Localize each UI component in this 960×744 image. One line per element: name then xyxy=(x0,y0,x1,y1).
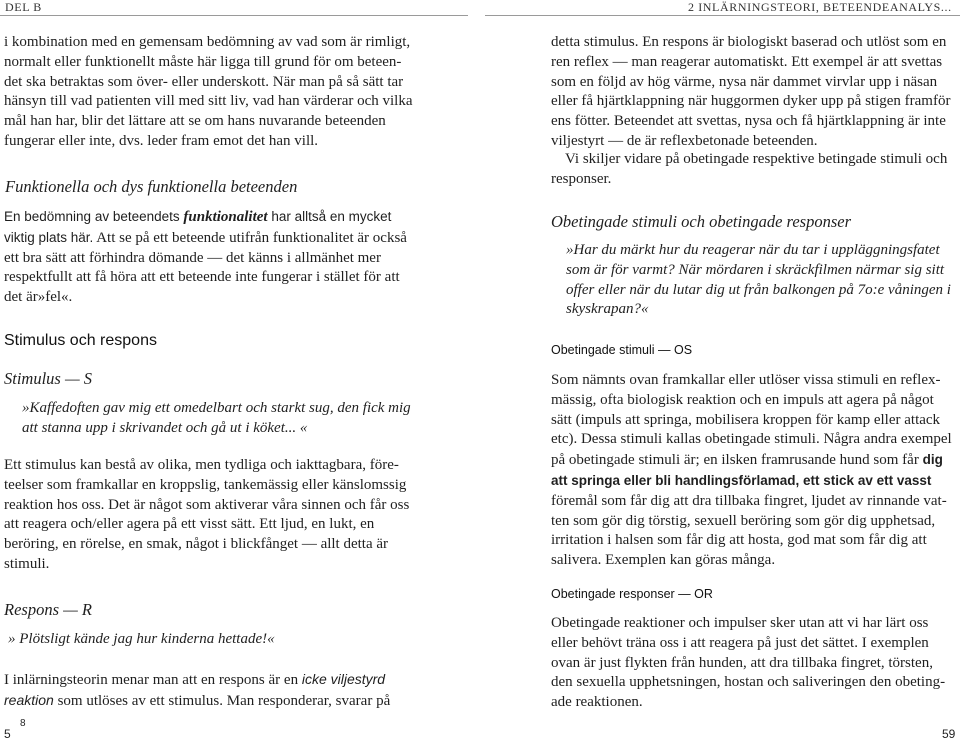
functional-text-c: har alltså en mycket viktig plats här. xyxy=(4,209,392,245)
header-rule-right xyxy=(485,15,960,16)
or-heading: Obetingade responser — OR xyxy=(551,587,713,601)
response-paragraph xyxy=(4,670,418,712)
or-paragraph: Obetingade reaktioner och impulser sker utan att vi har lärt oss eller behövt träna oss i att reagera på just det sättet. I exemplen ovan är just flykten från hunden, att dra tillbaka fingret, törsten, den sexuella upphetsningen, hostan och saliveringen den obetingade reaktionen. xyxy=(551,615,946,711)
functional-paragraph xyxy=(4,207,418,308)
conditioning-intro-paragraph: Vi skiljer vidare på obetingade respektive betingade stimuli och responser. xyxy=(551,151,948,187)
intro-paragraph: i kombination med en gemensam bedömning av vad som är rimligt, normalt eller funktionellt måste här ligga till grund för om beteendet ska betraktas som över- eller underskott. När man på så sätt tar hänsyn till vad patienten vill med sitt liv, vad han värderar och vilka mål han har, blir det lättare att se om hans nuvarande beteenden fungerar eller inte, dvs. leder fram emot det han vill. xyxy=(4,34,413,149)
stimulus-response-heading: Stimulus och respons xyxy=(4,332,157,349)
response-heading: Respons — R xyxy=(4,600,92,619)
stimulus-quote: »Kaffedoften gav mig ett omedelbart och starkt sug, den fick mig att stanna upp i skrivandet och gå ut i köket... « xyxy=(22,400,411,436)
page-number-left-a: 5 xyxy=(4,727,11,741)
os-text-a: Som nämnts ovan framkallar eller utlöser vissa stimuli en reflexmässig, ofta biologisk reaktion och en impuls att agera på något sätt (impuls att springa, mobilisera kroppen för kamp eller attack etc). Dessa stimuli kallas obetingade stimuli. Några andra exempel på obetingade stimuli är; en ilsken framrusande hund som får xyxy=(551,372,952,469)
response-text-c: som utlöses av ett stimulus. Man responderar, svarar på xyxy=(53,692,391,709)
functional-text-a: En bedömning av beteendets xyxy=(4,209,184,224)
header-rule-left xyxy=(0,15,468,16)
functional-heading: Funktionella och dys funktionella beteenden xyxy=(5,177,298,196)
response-text-a: I inlärningsteorin menar man att en respons är en xyxy=(4,672,302,688)
stimulus-paragraph: Ett stimulus kan bestå av olika, men tydliga och iakttagbara, företeelser som framkallar en kroppslig, tankemässig eller känslomssig reaktion hos oss. Det är något som aktiverar våra sinnen och får oss att reagera och/eller agera på ett visst sätt. Ett ljud, en lukt, en beröring, en rörelse, en smak, något i blickfånget — allt detta är stimuli. xyxy=(4,457,410,572)
page-number-right: 59 xyxy=(942,727,956,741)
page-number-left-b: 8 xyxy=(20,718,26,729)
functional-text-d: Att se på ett beteende utifrån funktionalitet är också ett bra sätt att förhindra dömande — det känns i allmänhet mer respektfullt att få höra att ett beteende inte fungerar i stället för att det är»fel«. xyxy=(4,229,407,306)
os-emphasis: dig att springa eller bli handlingsförlamad, ett stick av ett vasst xyxy=(551,452,943,488)
running-header-left: DEL B xyxy=(5,0,42,14)
running-header-right: 2 INLÄRNINGSTEORI, BETEENDEANALYS... xyxy=(688,0,952,14)
unconditioned-heading: Obetingade stimuli och obetingade responser xyxy=(551,212,852,231)
unconditioned-quote: »Har du märkt hur du reagerar när du tar i uppläggningsfatet som är för varmt? När mördaren i skräckfilmen närmar sig sitt offer eller när du lutar dig ut från balkongen på 7o:e våningen i skyskrapan?« xyxy=(566,242,951,318)
response-emphasis: icke viljestyrd reaktion xyxy=(4,671,386,708)
functional-emphasis: funktionalitet xyxy=(183,209,268,225)
response-quote: » Plötsligt kände jag hur kinderna hettade!« xyxy=(8,631,275,647)
os-paragraph xyxy=(551,371,957,571)
stimulus-heading: Stimulus — S xyxy=(4,369,93,388)
os-text-c: föremål som får dig att dra tillbaka fingret, ljudet av rinnande vatten som gör dig törstig, sexuell beröring som gör dig upphetsad, irritation i halsen som får dig att hosta, god mat som får dig att salivera. Exemplen kan göras många. xyxy=(551,492,947,569)
os-heading: Obetingade stimuli — OS xyxy=(551,343,693,357)
response-cont-paragraph: detta stimulus. En respons är biologiskt baserad och utlöst som en ren reflex — man reagerar automatiskt. Ett exempel är att svettas som en följd av hög värme, nysa när dammet virvlar upp i näsan eller få hjärtklappning när huggormen dyker upp på stigen framför ens fötter. Beteendet att svettas, nysa och få hjärtklappning är inte viljestyrt — de är reflexbetonade beteenden. xyxy=(551,34,951,149)
